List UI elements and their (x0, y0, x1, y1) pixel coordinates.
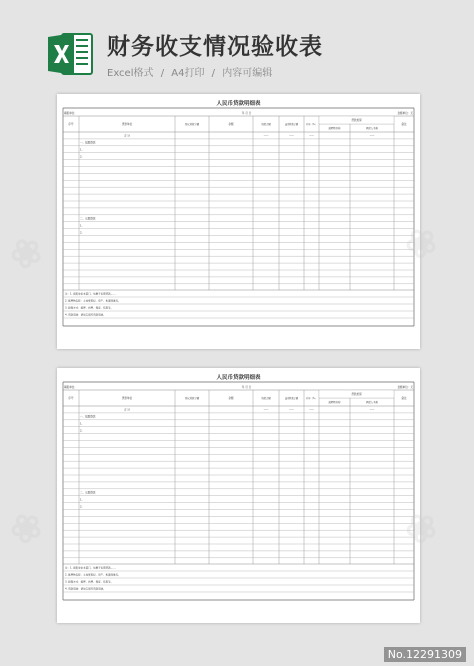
note-text: 4. 贷款用途：请如实填写贷款用途。 (65, 587, 106, 591)
separator: / (160, 68, 165, 79)
section-long-term: 二、长期贷款 (80, 491, 96, 495)
header-purpose: 协议贷款金额 (184, 123, 200, 126)
separator: / (211, 68, 216, 79)
file-info (107, 64, 276, 79)
dash-cell: —— (289, 408, 294, 412)
row-index: 2. (80, 231, 83, 235)
header-rate: 利率（%） (306, 123, 317, 126)
page-title: 财务收支情况验收表 (107, 34, 323, 60)
unit-label: 填报单位： (64, 112, 77, 115)
header-loan-balance: 贷款余额 (261, 397, 271, 400)
watermark: ❀ (395, 500, 446, 555)
header-seq: 序号 (68, 397, 74, 400)
header-balance: 余额 (228, 123, 234, 126)
dash-cell: —— (289, 134, 294, 138)
row-index: 2. (80, 155, 83, 159)
header-balance: 余额 (228, 397, 234, 400)
header-guarantee: 贷款担保 (351, 119, 362, 122)
header-overdue: 逾期贷款余额 (284, 397, 299, 400)
dash-cell: —— (309, 134, 314, 138)
format-label: Excel格式 (107, 68, 154, 79)
header-name: 贷款单位 (121, 123, 133, 126)
watermark: ❀ (0, 500, 51, 555)
header-guarantor: 担保人名称 (366, 127, 378, 130)
row-index: 2. (80, 505, 83, 509)
header-rate: 利率（%） (306, 397, 317, 400)
header-guarantor: 担保人名称 (366, 401, 378, 404)
row-index: 1. (80, 498, 83, 502)
section-short-term: 一、短期贷款 (80, 141, 96, 145)
row-index: 1. (80, 224, 83, 228)
section-long-term: 二、长期贷款 (80, 217, 96, 221)
watermark: ❀ (395, 215, 446, 270)
row-index: 2. (80, 429, 83, 433)
section-short-term: 一、短期贷款 (80, 415, 96, 419)
dash-cell: —— (309, 408, 314, 412)
header-remark: 备注 (401, 397, 407, 400)
editable-label: 内容可编辑 (222, 68, 273, 79)
image-id: No.12291309 (384, 647, 466, 662)
header-seq: 序号 (68, 123, 74, 126)
sheet-preview-1 (57, 94, 420, 349)
header-collateral: 抵押物名称 (328, 401, 341, 404)
unit-label: 填报单位： (64, 386, 77, 389)
dash-cell: —— (369, 134, 375, 138)
excel-icon (48, 32, 94, 76)
table-title: 人民币贷款明细表 (216, 375, 261, 381)
header-overdue: 逾期贷款余额 (284, 123, 299, 126)
dash-cell: —— (263, 408, 269, 412)
header-purpose: 协议贷款金额 (184, 397, 200, 400)
note-text: 2. 抵押物名称：土地使用权、房产、机器设备等。 (65, 299, 121, 303)
date-label: 年 月 日 (241, 112, 252, 115)
header-remark: 备注 (401, 123, 407, 126)
total-label: 合 计 (123, 408, 131, 412)
header-collateral: 抵押物名称 (328, 127, 341, 130)
row-index: 1. (80, 148, 83, 152)
note-text: 注：1. 填报单位本部门，如属于长期贷款…… (65, 292, 116, 296)
sheet-table (57, 94, 420, 349)
header (0, 0, 474, 82)
header-loan-balance: 贷款余额 (261, 123, 271, 126)
paper-label: A4打印 (171, 68, 205, 79)
dash-cell: —— (369, 408, 375, 412)
sheet-preview-2 (57, 368, 420, 623)
note-text: 3. 担保方式：抵押、质押、保证、信用等。 (65, 306, 114, 310)
sheet-table (57, 368, 420, 623)
watermark: ❀ (0, 225, 51, 280)
total-label: 合 计 (123, 134, 131, 138)
date-label: 年 月 日 (241, 386, 252, 389)
note-text: 3. 担保方式：抵押、质押、保证、信用等。 (65, 580, 114, 584)
note-text: 2. 抵押物名称：土地使用权、房产、机器设备等。 (65, 573, 121, 577)
table-title: 人民币贷款明细表 (216, 101, 261, 107)
note-text: 4. 贷款用途：请如实填写贷款用途。 (65, 313, 106, 317)
header-name: 贷款单位 (121, 397, 133, 400)
amount-unit-label: 金额单位：元 (397, 112, 413, 115)
note-text: 注：1. 填报单位本部门，如属于长期贷款…… (65, 566, 116, 570)
header-guarantee: 贷款担保 (351, 393, 362, 396)
row-index: 1. (80, 422, 83, 426)
amount-unit-label: 金额单位：元 (397, 386, 413, 389)
dash-cell: —— (263, 134, 269, 138)
